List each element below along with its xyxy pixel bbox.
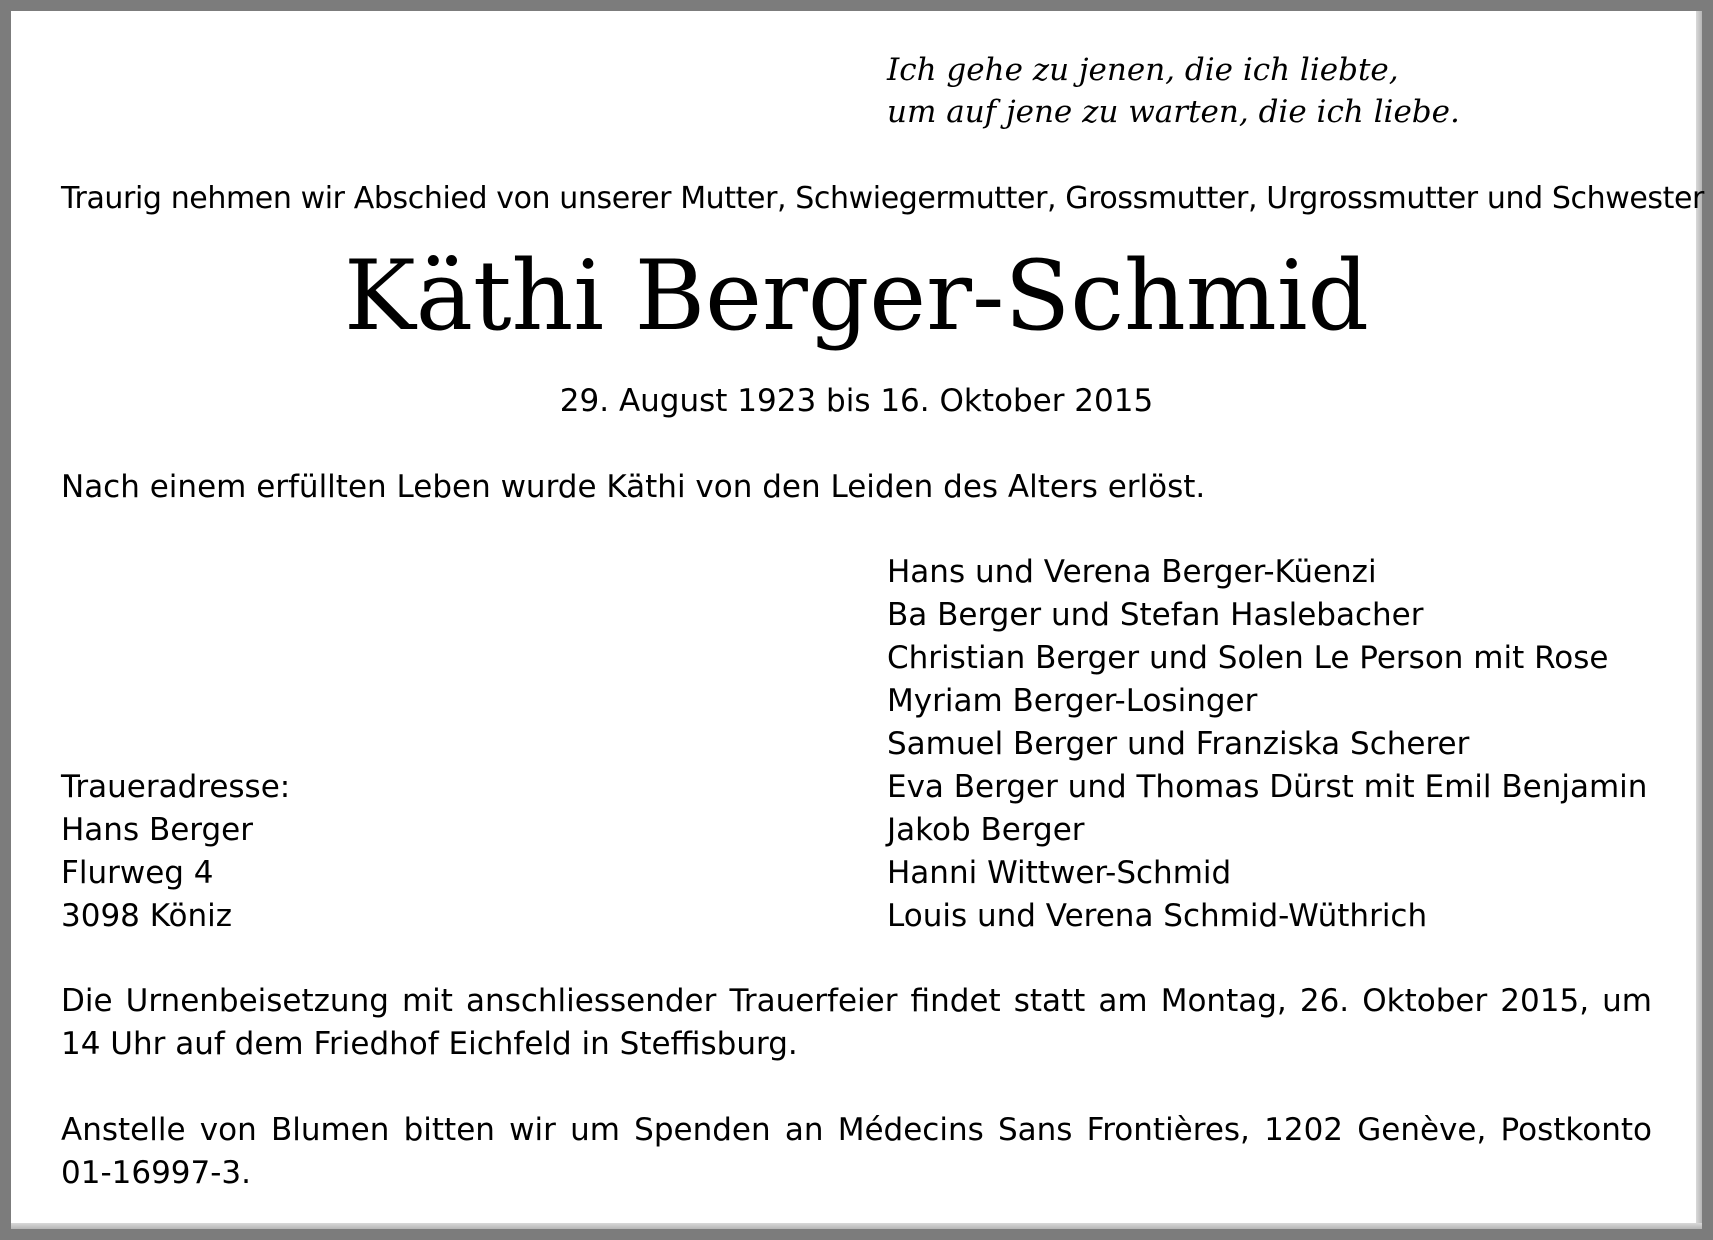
address-street: Flurweg 4 — [61, 855, 214, 891]
address-label: Traueradresse: — [61, 769, 291, 805]
mourners-list — [887, 551, 1647, 938]
mourner-item: Louis und Verena Schmid-Wüthrich — [887, 898, 1428, 934]
relief-text: Nach einem erfüllten Leben wurde Käthi von den Leiden des Alters erlöst. — [61, 469, 1206, 505]
donation-notice: Anstelle von Blumen bitten wir um Spenden an Médecins Sans Frontières, 1202 Genève, Postkonto 01-16997-3. — [61, 1112, 1652, 1191]
burial-notice: Die Urnenbeisetzung mit anschliessender Trauerfeier findet statt am Montag, 26. Oktober 2015, um 14 Uhr auf dem Friedhof Eichfeld in Steffisburg. — [61, 983, 1652, 1062]
address-city: 3098 Köniz — [61, 898, 233, 934]
mourning-address — [61, 766, 290, 938]
life-dates: 29. August 1923 bis 16. Oktober 2015 — [559, 383, 1154, 419]
motto-quote — [887, 49, 1460, 133]
address-name: Hans Berger — [61, 812, 253, 848]
mourner-item: Samuel Berger und Franziska Scherer — [887, 726, 1470, 762]
mourner-item: Jakob Berger — [887, 812, 1085, 848]
mourner-item: Hans und Verena Berger-Küenzi — [887, 554, 1377, 590]
mourner-item: Eva Berger und Thomas Dürst mit Emil Benjamin — [887, 769, 1648, 805]
intro-text: Traurig nehmen wir Abschied von unserer Mutter, Schwiegermutter, Grossmutter, Urgrossmutter und Schwester — [61, 181, 1704, 216]
motto-line-1: Ich gehe zu jenen, die ich liebte, — [887, 52, 1399, 88]
mourner-item: Myriam Berger-Losinger — [887, 683, 1258, 719]
motto-line-2: um auf jene zu warten, die ich liebe. — [887, 94, 1460, 130]
deceased-name: Käthi Berger-Schmid — [344, 240, 1369, 352]
mourner-item: Ba Berger und Stefan Haslebacher — [887, 597, 1424, 633]
mourner-item: Hanni Wittwer-Schmid — [887, 855, 1232, 891]
mourner-item: Christian Berger und Solen Le Person mit Rose — [887, 640, 1609, 676]
